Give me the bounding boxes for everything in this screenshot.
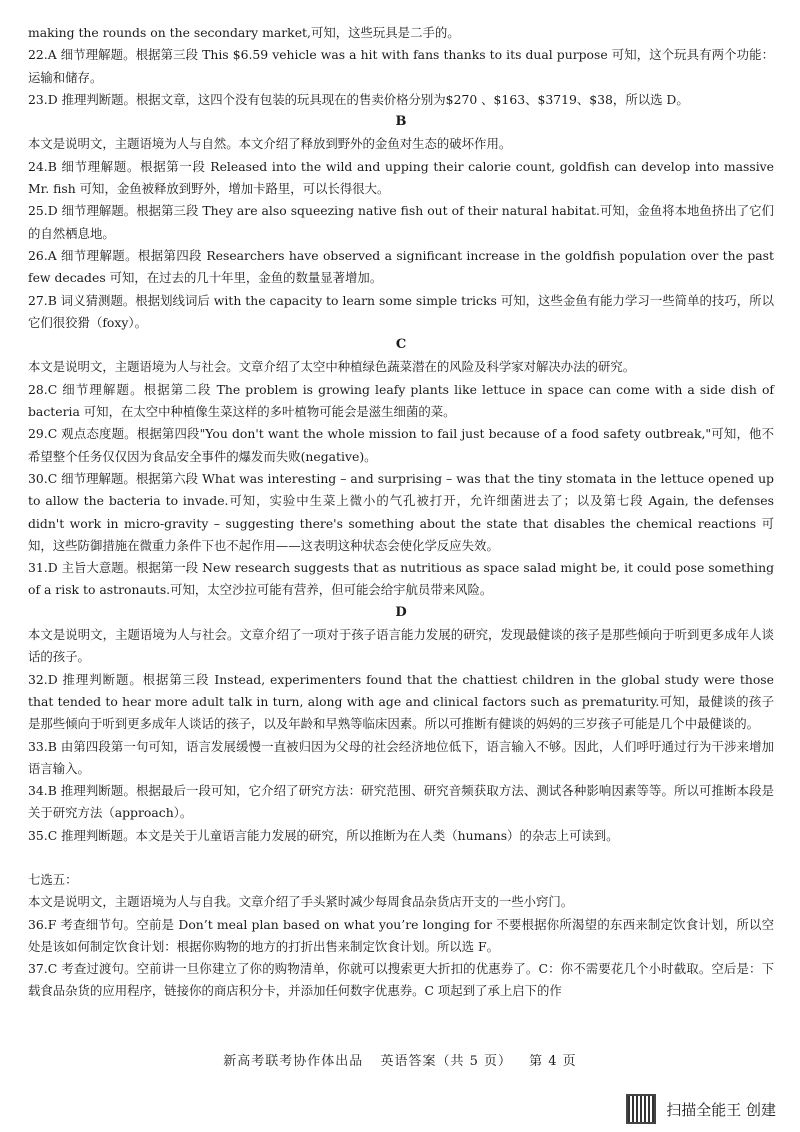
answer-paragraph: 30.C 细节理解题。根据第六段 What was interesting – and surprising – was that the tiny stomata in the lettuce opened up to allow the bacteria to invade.可知，实验中生菜上微小的气孔被打开，允许细菌进去了；以及第七段 Again, the defenses didn't work in micro-gravity – suggesting there's something about the state that disables the chemical reactions 可知，这些防御措施在微重力条件下也不起作用——这表明这种状态会使化学反应失效。 — [28, 470, 774, 553]
answer-paragraph: 31.D 主旨大意题。根据第一段 New research suggests that as nutritious as space salad might be, it could pose something of a risk to astronauts.可知，太空沙拉可能有营养，但可能会给宇航员带来风险。 — [28, 560, 774, 598]
answer-paragraph: 35.C 推理判断题。本文是关于儿童语言能力发展的研究，所以推断为在人类（humans）的杂志上可读到。 — [28, 827, 619, 843]
document-body — [28, 22, 774, 1003]
spacer — [28, 847, 774, 869]
footer-page-number: 第 4 页 — [529, 1054, 577, 1069]
answer-paragraph: 22.A 细节理解题。根据第三段 This $6.59 vehicle was a hit with fans thanks to its dual purpose 可知，这个玩具有两个功能：运输和储存。 — [28, 47, 774, 85]
section-heading: C — [395, 337, 407, 353]
answer-paragraph: 本文是说明文，主题语境为人与自我。文章介绍了手头紧时减少每周食品杂货店开支的一些小窍门。 — [28, 894, 574, 910]
section-heading: B — [395, 114, 407, 130]
watermark-text: 扫描全能王 创建 — [666, 1100, 776, 1119]
answer-paragraph: 本文是说明文，主题语境为人与自然。本文介绍了释放到野外的金鱼对生态的破坏作用。 — [28, 136, 512, 152]
answer-paragraph: 本文是说明文，主题语境为人与社会。文章介绍了太空中种植绿色蔬菜潜在的风险及科学家对解决办法的研究。 — [28, 359, 636, 375]
footer-doc-title: 英语答案（共 5 页） — [380, 1054, 512, 1069]
answer-paragraph: 37.C 考查过渡句。空前讲一旦你建立了你的购物清单，你就可以搜索更大折扣的优惠券了。C：你不需要花几个小时截取。空后是：下载食品杂货的应用程序，链接你的商店积分卡，并添加任何数字优惠券。C 项起到了承上启下的作 — [28, 961, 774, 999]
answer-paragraph: 本文是说明文，主题语境为人与社会。文章介绍了一项对于孩子语言能力发展的研究，发现最健谈的孩子是那些倾向于听到更多成年人谈话的孩子。 — [28, 627, 774, 665]
scanner-watermark — [626, 1094, 776, 1124]
answer-paragraph: 七选五： — [28, 871, 78, 887]
answer-paragraph: 36.F 考查细节句。空前是 Don’t meal plan based on what you’re longing for 不要根据你所渴望的东西来制定饮食计划，所以空处是该如何制定饮食计划：根据你购物的地方的打折出售来制定饮食计划。所以选 F。 — [28, 916, 774, 954]
answer-paragraph: 25.D 细节理解题。根据第三段 They are also squeezing native fish out of their natural habitat.可知，金鱼将本地鱼挤出了它们的自然栖息地。 — [28, 203, 774, 241]
answer-paragraph: 29.C 观点态度题。根据第四段"You don't want the whole mission to fail just because of a food safety outbreak,"可知，他不希望整个任务仅仅因为食品安全事件的爆发而失败(negative)。 — [28, 426, 774, 464]
answer-paragraph: 23.D 推理判断题。根据文章，这四个没有包装的玩具现在的售卖价格分别为$270 、$163、$3719、$38，所以选 D。 — [28, 91, 689, 107]
qr-code-icon — [626, 1094, 656, 1124]
answer-paragraph: 27.B 词义猜测题。根据划线词后 with the capacity to learn some simple tricks 可知，这些金鱼有能力学习一些简单的技巧，所以它们很狡猾（foxy）。 — [28, 292, 774, 330]
footer-publisher: 新高考联考协作体出品 — [223, 1054, 364, 1069]
section-heading: D — [395, 604, 407, 620]
answer-paragraph: 32.D 推理判断题。根据第三段 Instead, experimenters found that the chattiest children in the global study were those that tended to hear more adult talk in turn, along with age and clinical factors such as prematurity.可知，最健谈的孩子是那些倾向于听到更多成年人谈话的孩子，以及年龄和早熟等临床因素。所以可推断有健谈的妈妈的三岁孩子可能是几个中最健谈的。 — [28, 671, 774, 732]
answer-paragraph: making the rounds on the secondary market,可知，这些玩具是二手的。 — [28, 25, 460, 40]
answer-paragraph: 28.C 细节理解题。根据第二段 The problem is growing leafy plants like lettuce in space can come with a side dish of bacteria 可知，在太空中种植像生菜这样的多叶植物可能会是滋生细菌的菜。 — [28, 381, 774, 420]
answer-paragraph: 26.A 细节理解题。根据第四段 Researchers have observed a significant increase in the goldfish population over the past few decades 可知，在过去的几十年里，金鱼的数量显著增加。 — [28, 247, 774, 286]
answer-paragraph: 34.B 推理判断题。根据最后一段可知，它介绍了研究方法：研究范围、研究音频获取方法、测试各种影响因素等等。所以可推断本段是关于研究方法（approach）。 — [28, 783, 774, 821]
answer-paragraph: 24.B 细节理解题。根据第一段 Released into the wild and upping their calorie count, goldfish can develop into massive Mr. fish 可知，金鱼被释放到野外，增加卡路里，可以长得很大。 — [28, 158, 774, 197]
page-footer — [0, 1050, 800, 1069]
answer-paragraph: 33.B 由第四段第一句可知，语言发展缓慢一直被归因为父母的社会经济地位低下，语言输入不够。因此，人们呼吁通过行为干涉来增加语言输入。 — [28, 738, 774, 776]
